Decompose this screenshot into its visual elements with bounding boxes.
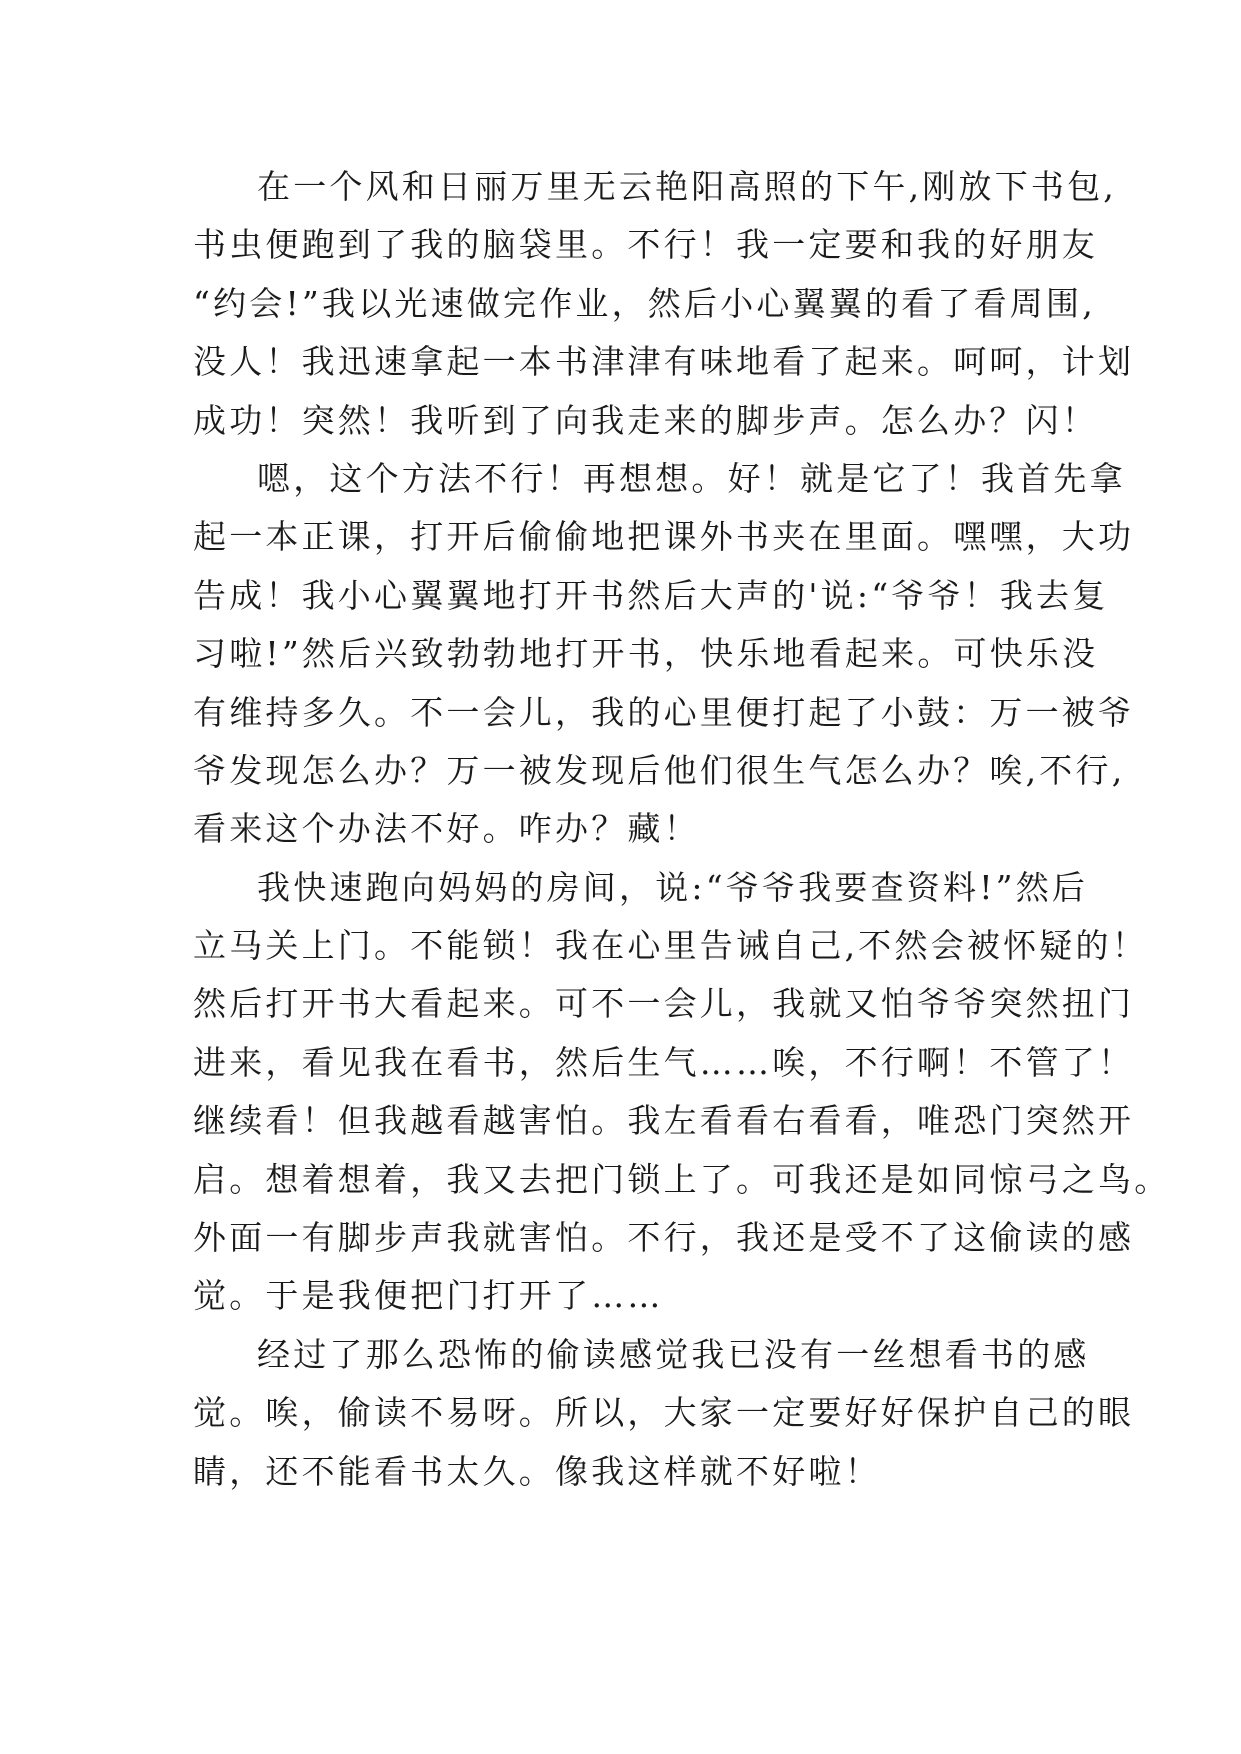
text-line: 继续看！但我越看越害怕。我左看看右看看，唯恐门突然开 (193, 1101, 1135, 1141)
text-line: 睛，还不能看书太久。像我这样就不好啦！ (193, 1451, 881, 1491)
text-line: 嗯，这个方法不行！再想想。好！就是它了！我首先拿 (257, 458, 1126, 498)
text-line: 然后打开书大看起来。可不一会儿，我就又怕爷爷突然扭门 (193, 984, 1135, 1024)
text-line: 立马关上门。不能锁！我在心里告诫自己,不然会被怀疑的！ (193, 926, 1148, 966)
text-line: 启。想着想着，我又去把门锁上了。可我还是如同惊弓之鸟。 (193, 1159, 1171, 1199)
text-line: “约会!”我以光速做完作业，然后小心翼翼的看了看周围, (193, 283, 1096, 323)
text-line: 书虫便跑到了我的脑袋里。不行！我一定要和我的好朋友 (193, 225, 1098, 265)
text-line: 成功！突然！我听到了向我走来的脚步声。怎么办？闪！ (193, 400, 1098, 440)
text-line: 看来这个办法不好。咋办？藏！ (193, 809, 700, 849)
text-line: 在一个风和日丽万里无云艳阳高照的下午,刚放下书包, (257, 167, 1117, 206)
text-line: 习啦!”然后兴致勃勃地打开书，快乐地看起来。可快乐没 (193, 634, 1099, 674)
text-line: 我快速跑向妈妈的房间，说:“爷爷我要查资料!”然后 (257, 867, 1089, 907)
paragraph-2 (193, 450, 1135, 859)
text-line: 觉。唉，偷读不易呀。所以，大家一定要好好保护自己的眼 (193, 1393, 1135, 1433)
text-line: 进来，看见我在看书，然后生气……唉，不行啊！不管了！ (193, 1042, 1135, 1082)
paragraph-1 (193, 158, 1135, 450)
text-line: 爷发现怎么办？万一被发现后他们很生气怎么办？唉,不行, (193, 750, 1126, 790)
text-line: 经过了那么恐怖的偷读感觉我已没有一丝想看书的感 (257, 1334, 1090, 1374)
text-line: 起一本正课，打开后偷偷地把课外书夹在里面。嘿嘿，大功 (193, 517, 1135, 557)
text-line: 没人！我迅速拿起一本书津津有味地看了起来。呵呵，计划 (193, 342, 1135, 382)
text-line: 外面一有脚步声我就害怕。不行，我还是受不了这偷读的感 (193, 1218, 1135, 1258)
essay-body (193, 158, 1171, 1501)
text-line: 觉。于是我便把门打开了…… (193, 1276, 664, 1316)
text-line: 告成！我小心翼翼地打开书然后大声的'说:“爷爷！我去复 (193, 575, 1109, 615)
text-line: 有维持多久。不一会儿，我的心里便打起了小鼓：万一被爷 (193, 692, 1135, 732)
paragraph-4 (193, 1326, 1135, 1501)
paragraph-3 (193, 859, 1171, 1326)
